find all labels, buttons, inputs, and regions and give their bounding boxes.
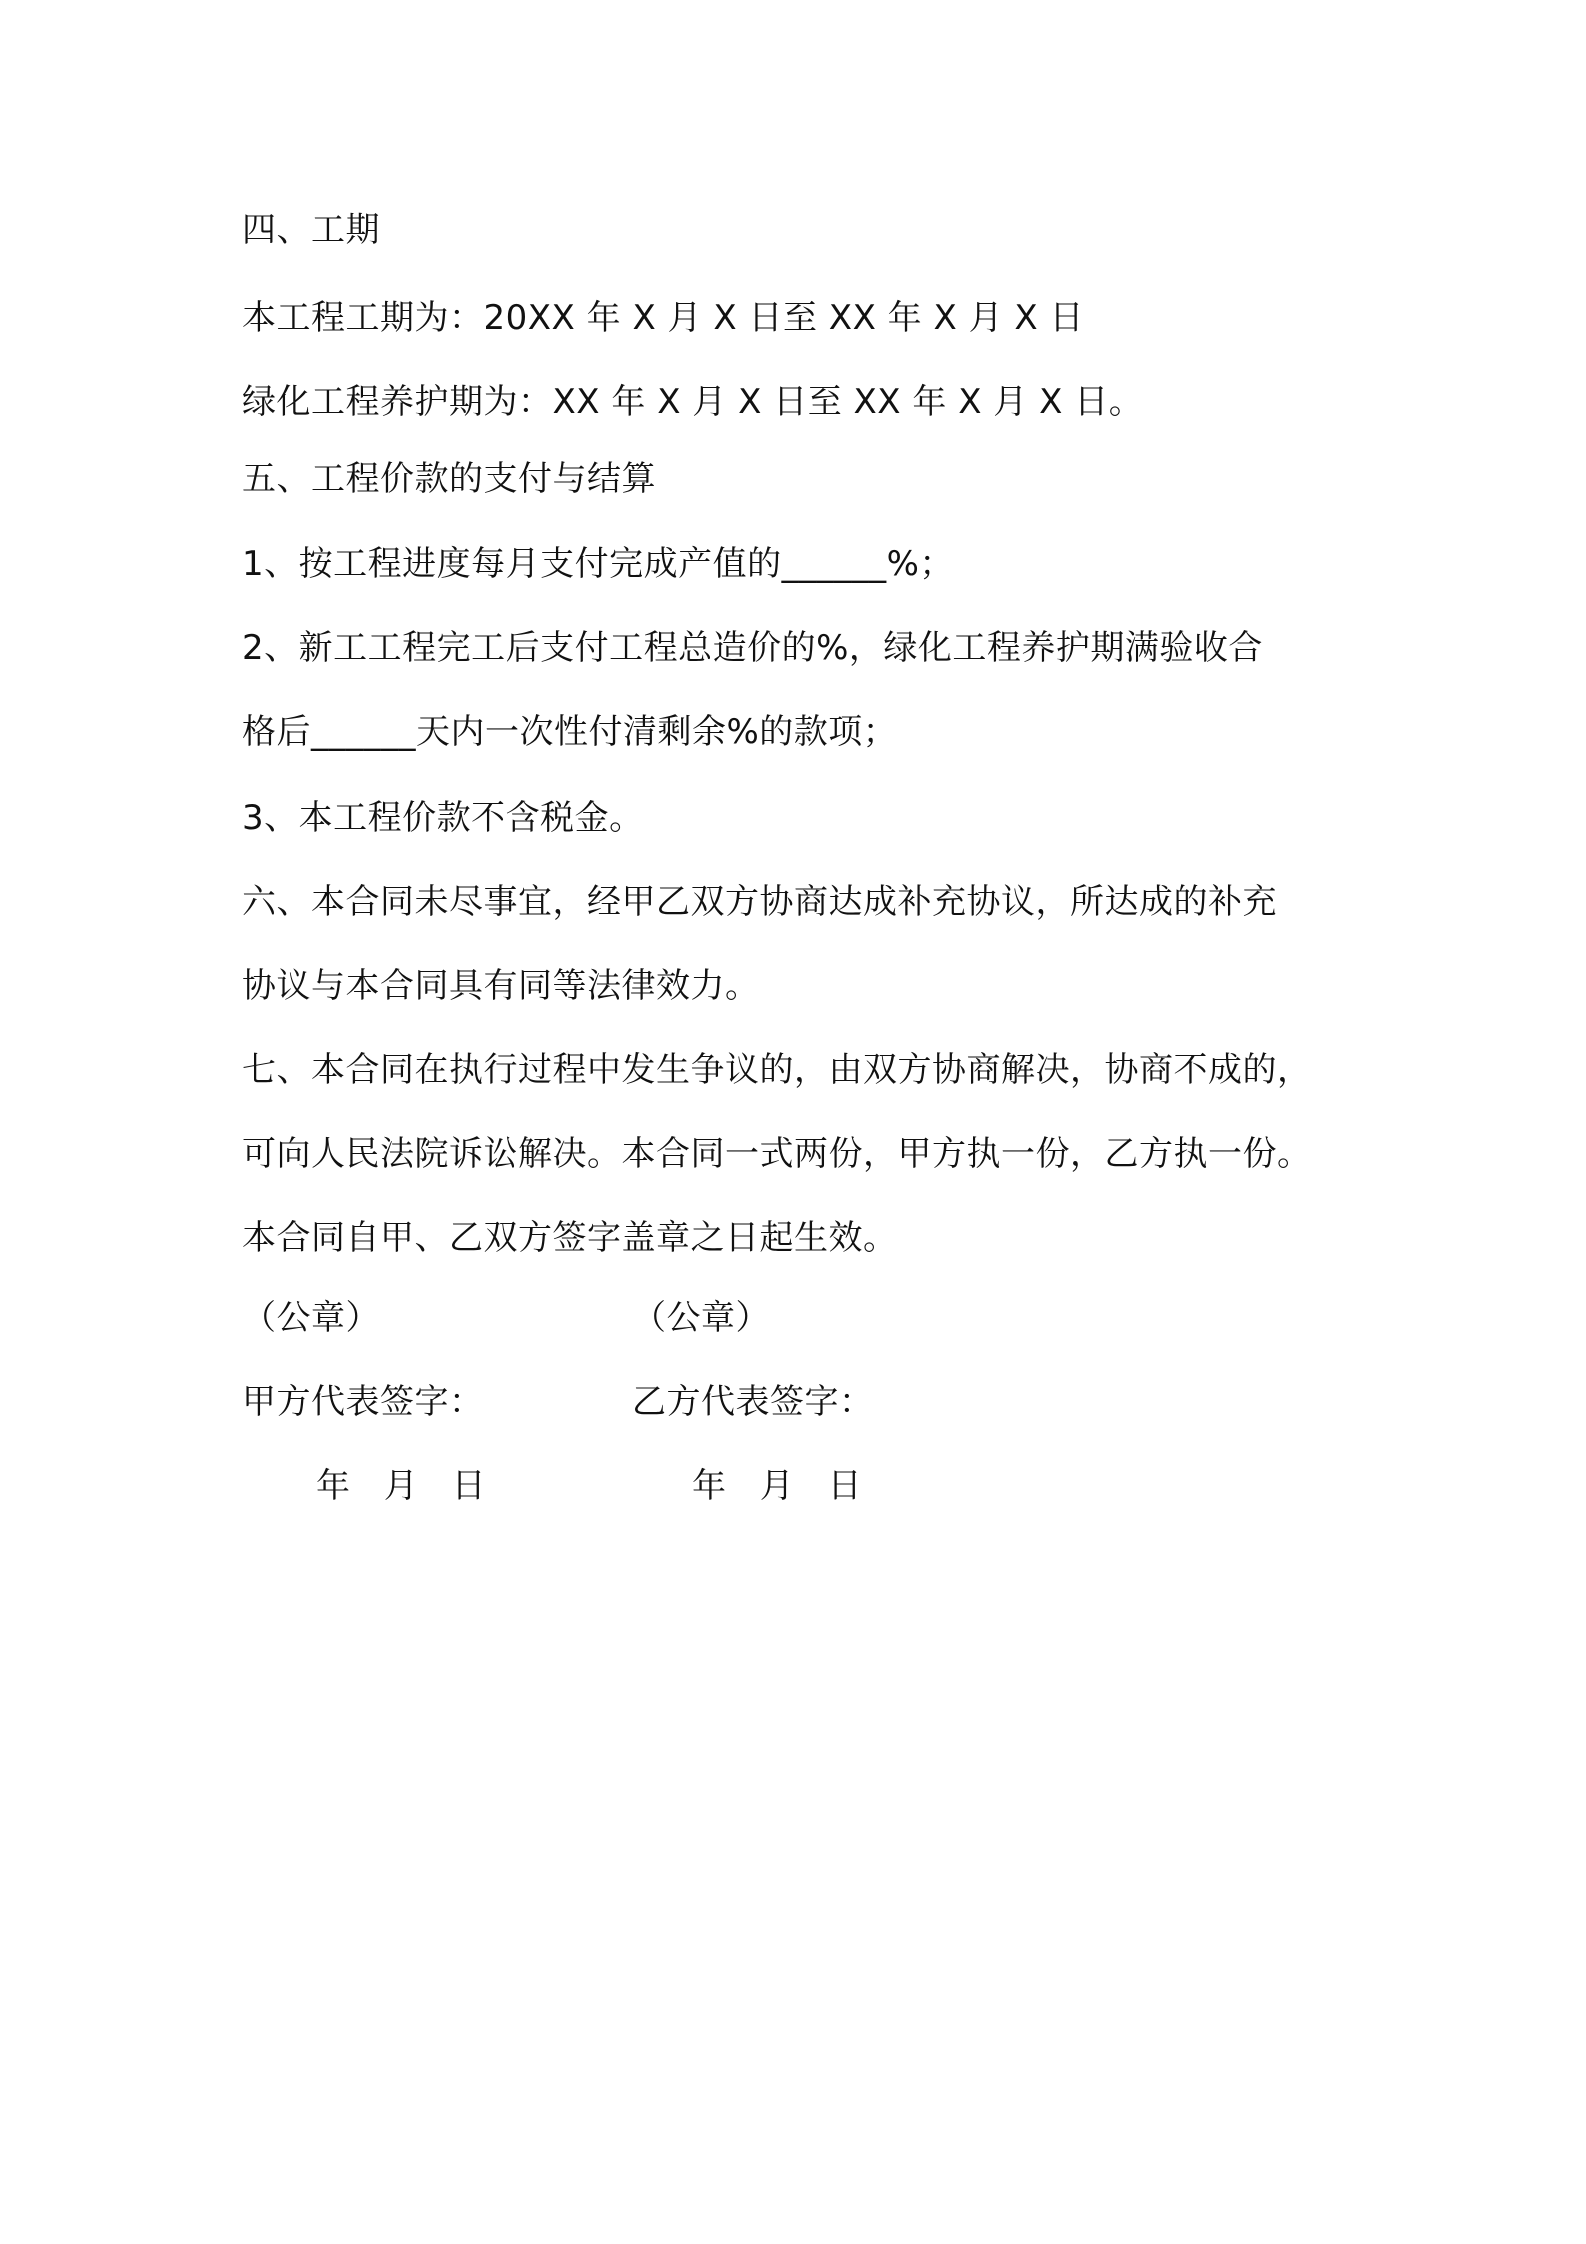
section-7-paragraph: 七、本合同在执行过程中发生争议的，由双方协商解决，协商不成的， bbox=[242, 1050, 1312, 1090]
maintenance-period-line: 绿化工程养护期为：XX 年 X 月 X 日至 XX 年 X 月 X 日。 bbox=[242, 382, 1144, 422]
party-a-date: 年 月 日 bbox=[316, 1466, 487, 1506]
section-7-paragraph-continued: 可向人民法院诉讼解决。本合同一式两份，甲方执一份，乙方执一份。 bbox=[242, 1134, 1312, 1174]
party-b-representative-label: 乙方代表签字： bbox=[632, 1382, 874, 1422]
party-b-seal: （公章） bbox=[632, 1298, 770, 1338]
payment-clause-3: 3、本工程价款不含税金。 bbox=[242, 798, 644, 838]
construction-period-line: 本工程工期为：20XX 年 X 月 X 日至 XX 年 X 月 X 日 bbox=[242, 298, 1084, 338]
effective-clause: 本合同自甲、乙双方签字盖章之日起生效。 bbox=[242, 1218, 898, 1258]
payment-clause-1: 1、按工程进度每月支付完成产值的______%； bbox=[242, 544, 954, 584]
party-a-representative-label: 甲方代表签字： bbox=[242, 1382, 484, 1422]
section-6-paragraph-continued: 协议与本合同具有同等法律效力。 bbox=[242, 966, 760, 1006]
section-4-heading: 四、工期 bbox=[242, 210, 380, 250]
section-5-heading: 五、工程价款的支付与结算 bbox=[242, 459, 656, 499]
party-a-seal: （公章） bbox=[242, 1298, 380, 1338]
payment-clause-2: 2、新工工程完工后支付工程总造价的%，绿化工程养护期满验收合 bbox=[242, 628, 1263, 668]
section-6-paragraph: 六、本合同未尽事宜，经甲乙双方协商达成补充协议，所达成的补充 bbox=[242, 882, 1277, 922]
party-b-date: 年 月 日 bbox=[692, 1466, 863, 1506]
payment-clause-2-continued: 格后______天内一次性付清剩余%的款项； bbox=[242, 712, 898, 752]
